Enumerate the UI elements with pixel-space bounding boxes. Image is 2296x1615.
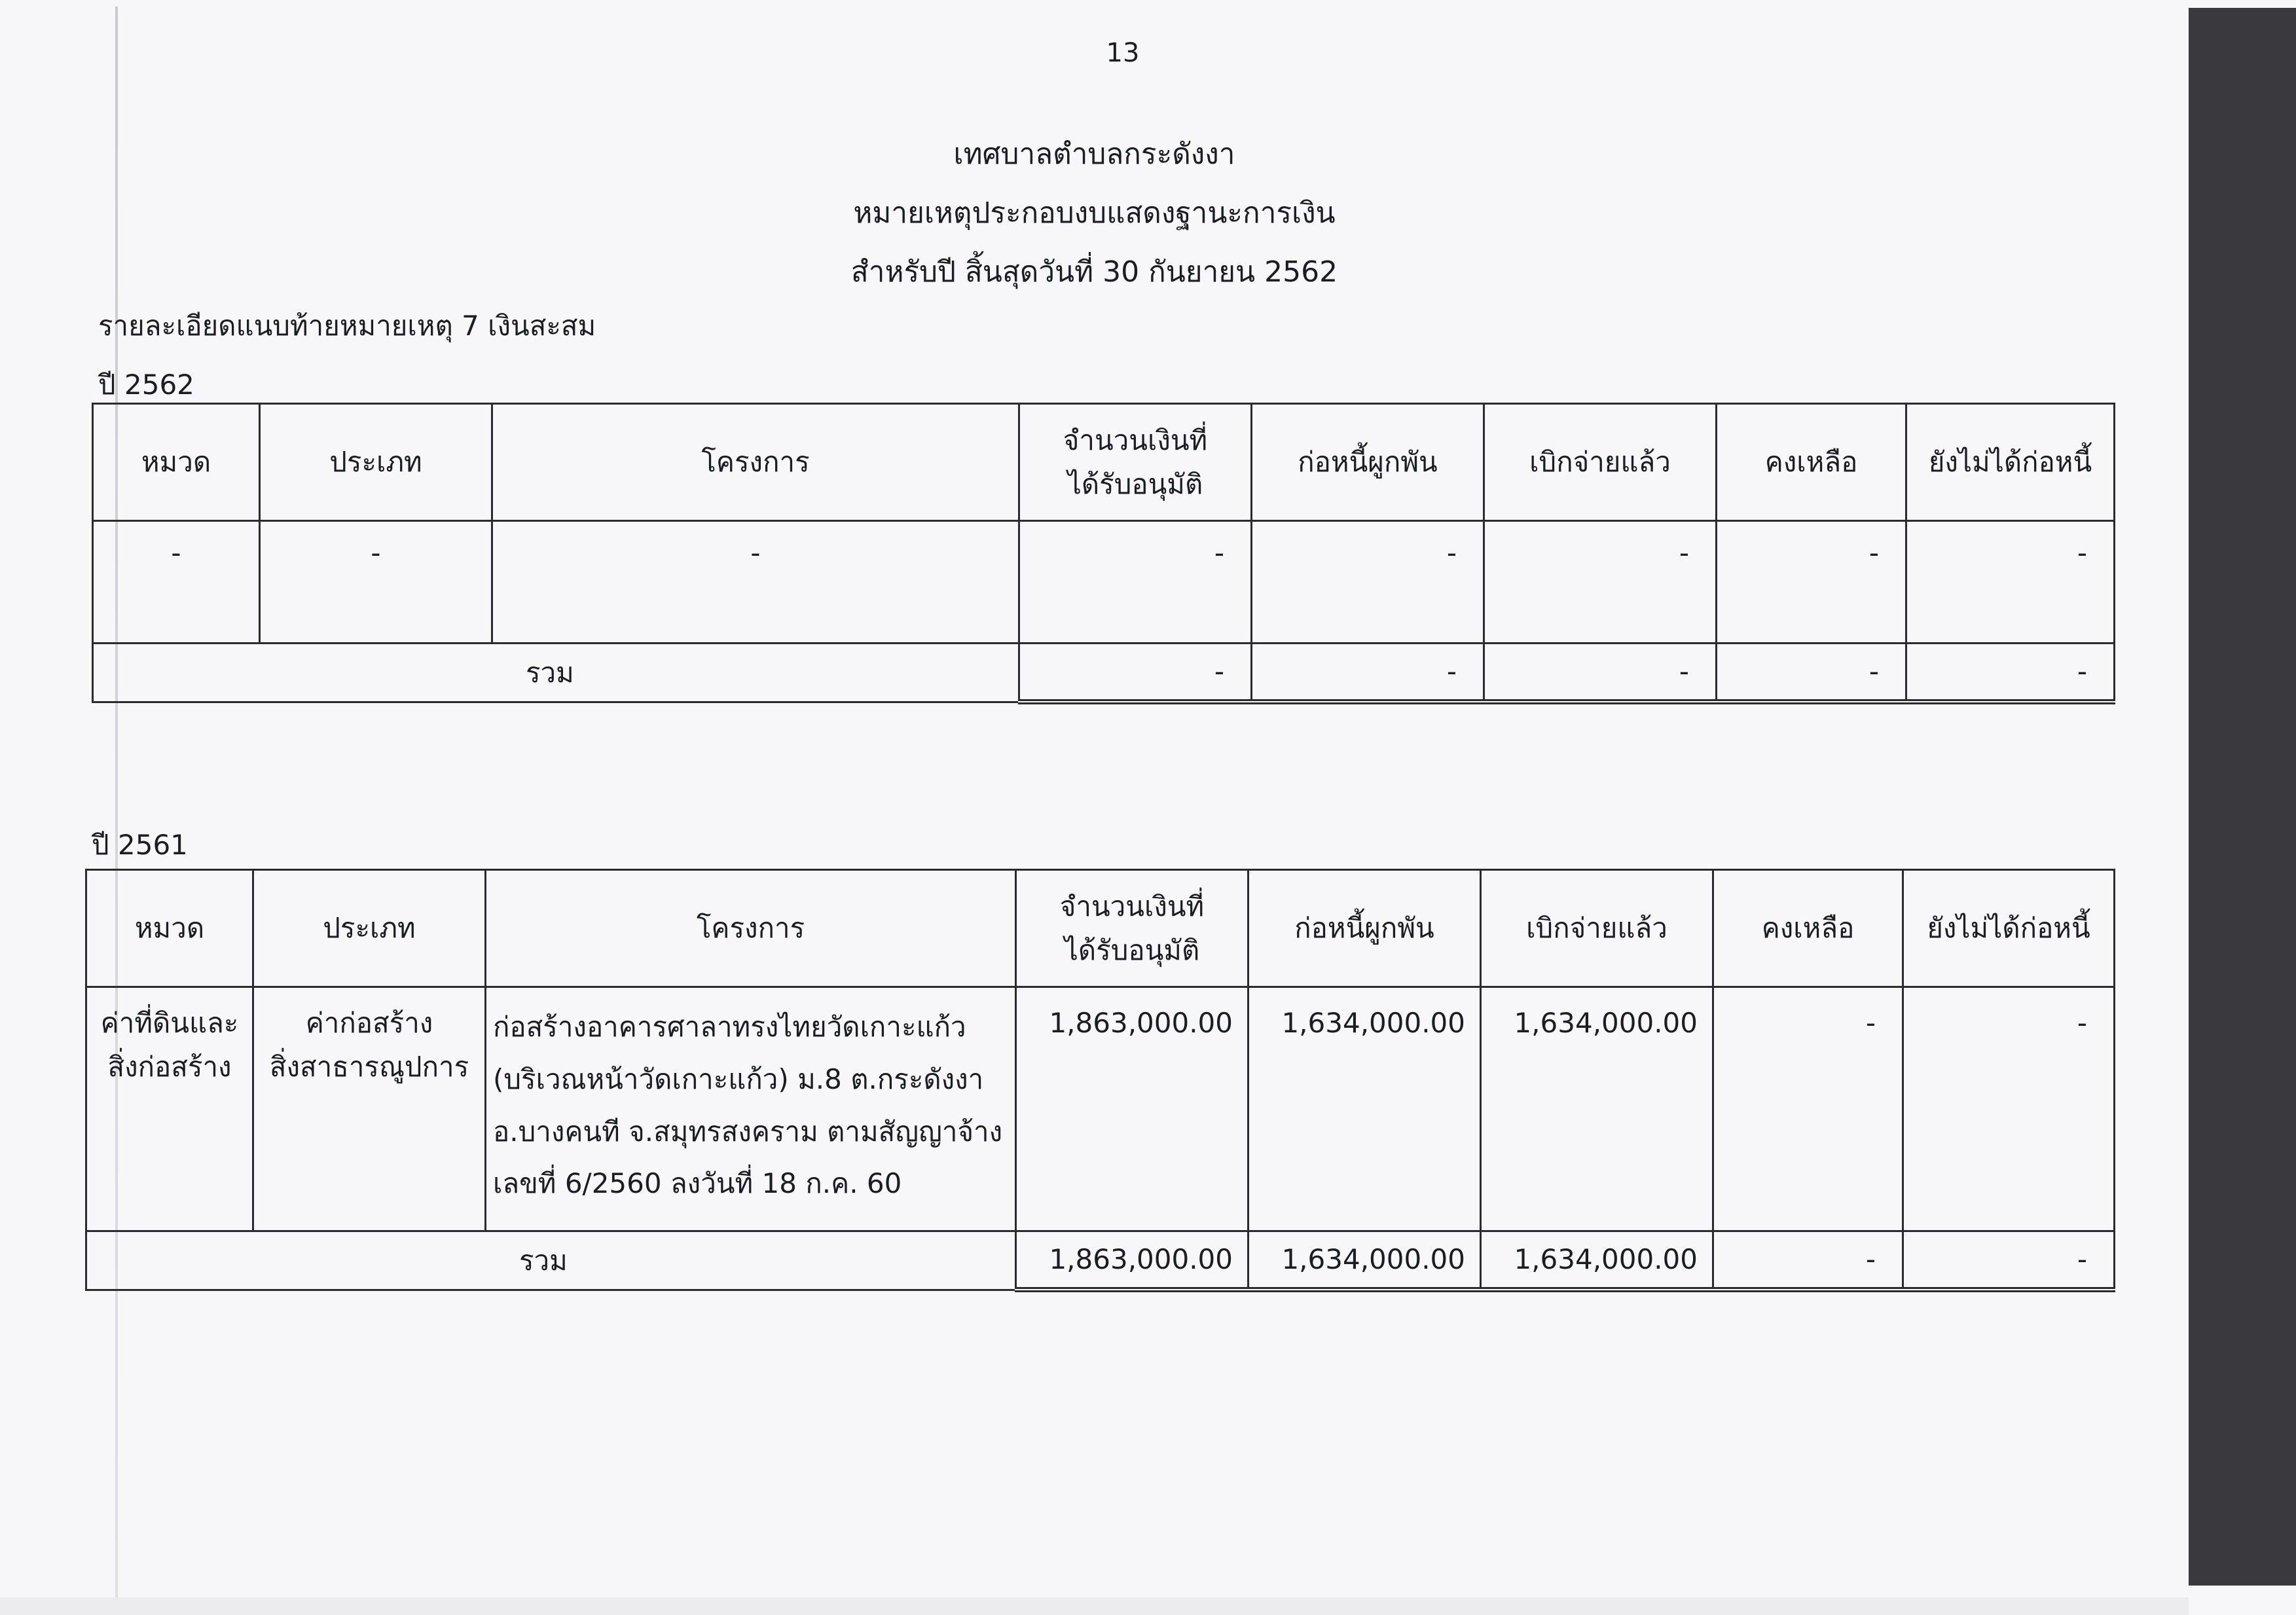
project-line2: (บริเวณหน้าวัดเกาะแก้ว) ม.8 ต.กระดังงา: [493, 1062, 984, 1095]
cell-not-committed: -: [1903, 987, 2115, 1231]
col-not-committed: ยังไม่ได้ก่อหนี้: [1903, 870, 2115, 987]
project-line4: เลขที่ 6/2560 ลงวันที่ 18 ก.ค. 60: [493, 1167, 902, 1200]
col-approved: [1016, 870, 1248, 987]
col-disbursed: เบิกจ่ายแล้ว: [1481, 870, 1713, 987]
total-not-committed: -: [1906, 644, 2115, 702]
col-not-committed: ยังไม่ได้ก่อหนี้: [1906, 404, 2115, 521]
statement-title: หมายเหตุประกอบงบแสดงฐานะการเงิน: [853, 196, 1336, 230]
col-approved-line1: จำนวนเงินที่: [1063, 424, 1208, 456]
cell-not-committed: -: [1906, 521, 2115, 644]
cell-approved: -: [1019, 521, 1252, 644]
header-row: [86, 870, 2115, 987]
project-line3: อ.บางคนที จ.สมุทรสงคราม ตามสัญญาจ้าง: [493, 1115, 1003, 1148]
col-category: หมวด: [93, 404, 260, 521]
total-row: [93, 644, 2115, 702]
header-row: [93, 404, 2115, 521]
total-row: [86, 1231, 2115, 1290]
total-committed: -: [1252, 644, 1484, 702]
cell-disbursed: -: [1484, 521, 1717, 644]
cell-category: [86, 987, 253, 1231]
table-row: [86, 987, 2115, 1231]
category-line2: สิ่งก่อสร้าง: [107, 1051, 232, 1083]
col-approved-line2: ได้รับอนุมัติ: [1064, 934, 1200, 966]
organization-title: เทศบาลตำบลกระดังงา: [953, 137, 1235, 171]
cell-committed: -: [1252, 521, 1484, 644]
category-line1: ค่าที่ดินและ: [100, 1007, 239, 1039]
total-remaining: -: [1713, 1231, 1903, 1290]
period-title: สำหรับปี สิ้นสุดวันที่ 30 กันยายน 2562: [850, 255, 1338, 289]
col-project: โครงการ: [492, 404, 1019, 521]
col-remaining: คงเหลือ: [1717, 404, 1906, 521]
cell-project: [486, 987, 1016, 1231]
col-approved-line2: ได้รับอนุมัติ: [1067, 468, 1203, 500]
total-remaining: -: [1717, 644, 1906, 702]
type-line1: ค่าก่อสร้าง: [305, 1007, 433, 1039]
cell-type: -: [260, 521, 492, 644]
col-approved-line1: จำนวนเงินที่: [1059, 890, 1205, 922]
table-2561: [85, 869, 2115, 1292]
table-2562: [92, 403, 2115, 704]
col-type: ประเภท: [253, 870, 486, 987]
cell-category: -: [93, 521, 260, 644]
col-project: โครงการ: [486, 870, 1016, 987]
col-disbursed: เบิกจ่ายแล้ว: [1484, 404, 1717, 521]
total-disbursed: -: [1484, 644, 1717, 702]
col-category: หมวด: [86, 870, 253, 987]
col-type: ประเภท: [260, 404, 492, 521]
total-disbursed: 1,634,000.00: [1481, 1231, 1713, 1290]
scan-left-shadow: [115, 7, 118, 1604]
cell-type: [253, 987, 486, 1231]
total-approved: 1,863,000.00: [1016, 1231, 1248, 1290]
cell-project: -: [492, 521, 1019, 644]
total-committed: 1,634,000.00: [1248, 1231, 1481, 1290]
total-label: รวม: [86, 1231, 1016, 1290]
project-line1: ก่อสร้างอาคารศาลาทรงไทยวัดเกาะแก้ว: [493, 1011, 966, 1043]
col-approved: [1019, 404, 1252, 521]
year-label-2561: ปี 2561: [92, 829, 188, 861]
year-label-2562: ปี 2562: [98, 369, 194, 401]
cell-approved: 1,863,000.00: [1016, 987, 1248, 1231]
col-committed: ก่อหนี้ผูกพัน: [1248, 870, 1481, 987]
scan-right-border: [2189, 8, 2296, 1586]
table-row: [93, 521, 2115, 644]
type-line2: สิ่งสาธารณูปการ: [269, 1051, 469, 1083]
cell-disbursed: 1,634,000.00: [1481, 987, 1713, 1231]
col-remaining: คงเหลือ: [1713, 870, 1903, 987]
total-label: รวม: [93, 644, 1019, 702]
page-number: 13: [1106, 38, 1140, 68]
total-not-committed: -: [1903, 1231, 2115, 1290]
scan-bottom-border: [0, 1597, 2189, 1615]
total-approved: -: [1019, 644, 1252, 702]
cell-committed: 1,634,000.00: [1248, 987, 1481, 1231]
note-title: รายละเอียดแนบท้ายหมายเหตุ 7 เงินสะสม: [98, 310, 596, 342]
cell-remaining: -: [1717, 521, 1906, 644]
cell-remaining: -: [1713, 987, 1903, 1231]
col-committed: ก่อหนี้ผูกพัน: [1252, 404, 1484, 521]
